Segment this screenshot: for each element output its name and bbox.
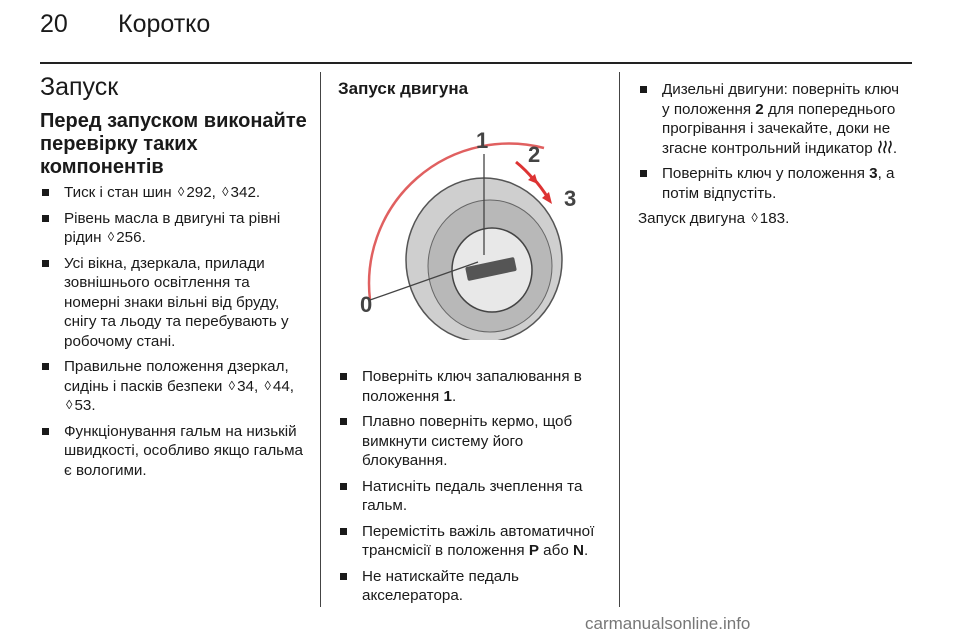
ignition-key-figure <box>338 110 606 340</box>
section-heading-engine-start: Запуск двигуна <box>338 79 469 98</box>
list-item: Функціонування гальм на низькій швидкості, особливо якщо гальма є вологими. <box>40 422 308 481</box>
arrow-3-head-icon <box>542 192 552 204</box>
column-2 <box>338 72 606 612</box>
column-1 <box>40 72 308 486</box>
page-ref[interactable]: ◊ 256 <box>107 229 142 246</box>
page-ref-icon: ◊ <box>107 229 115 244</box>
bullet-icon <box>340 528 347 535</box>
page-ref-icon: ◊ <box>177 184 185 199</box>
glow-plug-icon <box>877 140 893 154</box>
header-rule <box>40 62 912 64</box>
page-ref-icon: ◊ <box>751 210 758 225</box>
list-item: Усі вікна, дзеркала, прилади зовнішнього освітлення та номерні знаки вільні від бруду, снігу та льоду та перебувають у робочому стані. <box>40 254 308 352</box>
list-item: Тиск і стан шин ◊ 292, ◊ 342. <box>40 183 308 203</box>
position-label-1: 1 <box>476 128 489 153</box>
bullet-icon <box>340 483 347 490</box>
page-ref[interactable]: ◊ 292 <box>177 184 212 201</box>
subsection-heading-line1: Перед запуском виконайте <box>40 110 307 132</box>
start-steps-list-cont <box>638 80 910 203</box>
page-ref-icon: ◊ <box>228 377 236 393</box>
section-heading: Запуск <box>40 73 119 101</box>
page-title: Коротко <box>118 10 211 38</box>
bullet-icon <box>340 418 347 425</box>
page-ref-icon: ◊ <box>222 184 229 199</box>
subsection-heading <box>40 110 308 179</box>
column-3 <box>638 72 910 229</box>
bullet-icon <box>42 189 49 196</box>
bullet-icon <box>640 86 647 93</box>
column-divider-2 <box>619 72 620 607</box>
page-number: 20 <box>40 10 68 38</box>
page-ref-icon: ◊ <box>66 397 73 412</box>
list-item: Поверніть ключ у положення 3, а потім відпустіть. <box>638 164 910 203</box>
page-ref-icon: ◊ <box>264 377 271 393</box>
bullet-icon <box>340 373 347 380</box>
list-item: Правильне положення дзеркал, сидінь і пасків безпеки ◊ 34, ◊ 44, ◊ 53. <box>40 357 308 416</box>
list-item: Дизельні двигуни: поверніть ключ у положення 2 для попереднього прогрівання і зачекайте, доки не згасне контрольний індикатор . <box>638 80 910 158</box>
position-label-3: 3 <box>564 186 577 211</box>
page-ref[interactable]: ◊ 44 <box>264 377 290 395</box>
list-item: Не натискайте педаль акселератора. <box>338 567 606 606</box>
watermark: carmanualsonline.info <box>585 614 751 633</box>
list-item: Плавно поверніть кермо, щоб вимкнути систему його блокування. <box>338 412 606 471</box>
page-ref[interactable]: ◊ 34 <box>228 377 254 395</box>
subsection-heading-line2: перевірку таких компонентів <box>40 133 198 178</box>
position-label-0: 0 <box>360 292 373 317</box>
list-item: Перемістіть важіль автоматичної трансмісії в положення P або N. <box>338 522 606 561</box>
page-ref[interactable]: ◊ 183. <box>751 210 790 227</box>
column-divider-1 <box>320 72 321 607</box>
bullet-icon <box>42 363 49 370</box>
list-item: Рівень масла в двигуні та рівні рідин ◊ 256. <box>40 209 308 248</box>
page-header <box>40 10 210 50</box>
page-ref[interactable]: ◊ 53 <box>66 397 92 414</box>
list-item: Поверніть ключ запалювання в положення 1. <box>338 367 606 406</box>
position-label-2: 2 <box>528 142 541 167</box>
bullet-icon <box>640 170 647 177</box>
check-list <box>40 183 308 480</box>
bullet-icon <box>340 573 347 580</box>
list-item: Натисніть педаль зчеплення та гальм. <box>338 477 606 516</box>
bullet-icon <box>42 260 49 267</box>
page-ref[interactable]: ◊ 342 <box>222 184 256 201</box>
bullet-icon <box>42 215 49 222</box>
cross-reference: Запуск двигуна ◊ 183. <box>638 210 790 227</box>
bullet-icon <box>42 428 49 435</box>
start-steps-list <box>338 367 606 606</box>
